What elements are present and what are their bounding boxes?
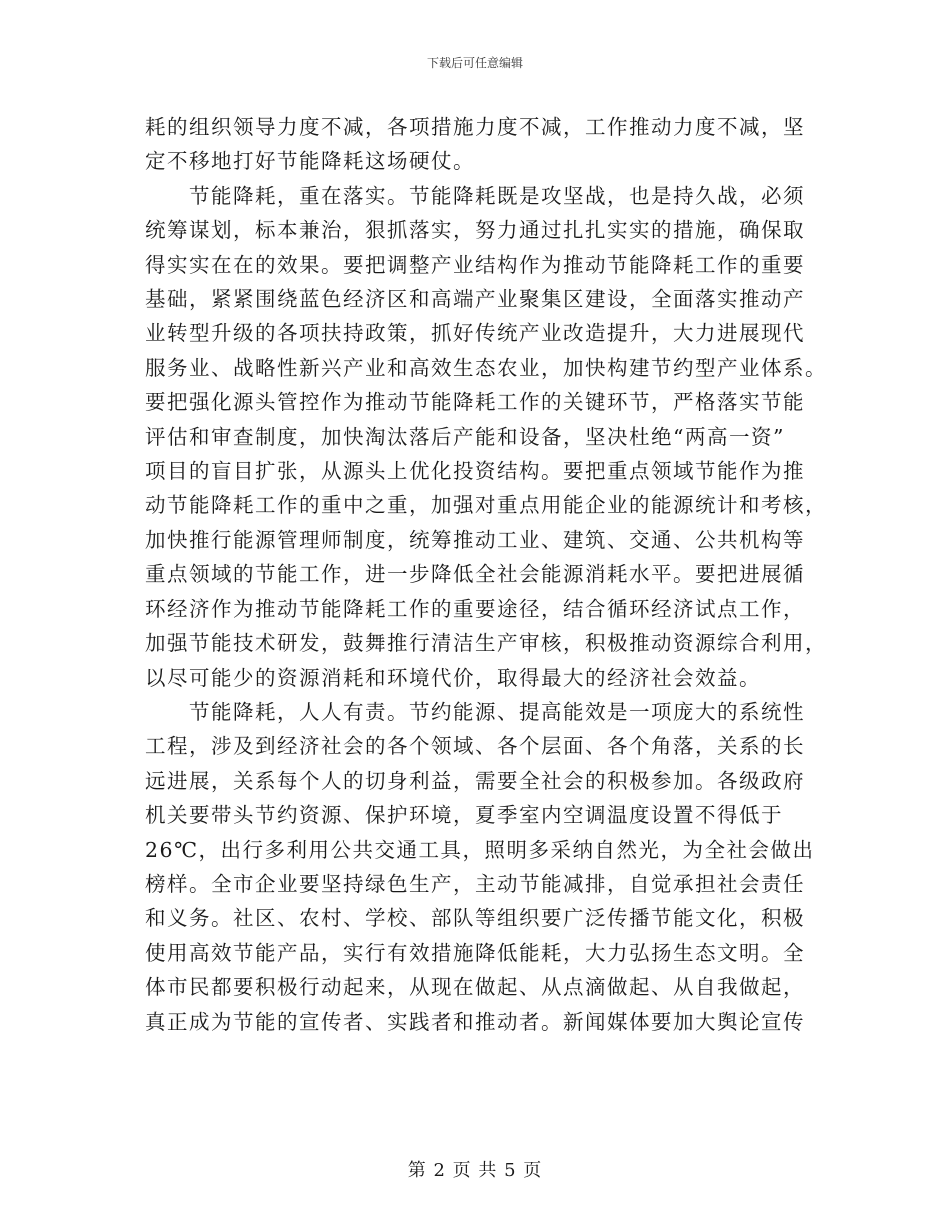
text-line: 得实实在在的效果。要把调整产业结构作为推动节能降耗工作的重要: [145, 252, 805, 277]
text-line: 节能降耗，人人有责。节约能源、提高能效是一项庞大的系统性: [145, 699, 805, 724]
document-body: [145, 110, 827, 1039]
text-line: 评估和审查制度，加快淘汰落后产能和设备，坚决杜绝“两高一资”: [145, 424, 785, 449]
text-line: 基础，紧紧围绕蓝色经济区和高端产业聚集区建设，全面落实推动产: [145, 287, 805, 312]
text-line: 和义务。社区、农村、学校、部队等组织要广泛传播节能文化，积极: [145, 906, 805, 931]
text-line: 榜样。全市企业要坚持绿色生产，主动节能减排，自觉承担社会责任: [145, 871, 805, 896]
text-line: 重点领域的节能工作，进一步降低全社会能源消耗水平。要把进展循: [145, 562, 805, 587]
text-line: 服务业、战略性新兴产业和高效生态农业，加快构建节约型产业体系。: [145, 355, 827, 380]
text-line: 机关要带头节约资源、保护环境，夏季室内空调温度设置不得低于: [145, 803, 783, 828]
text-line: 工程，涉及到经济社会的各个领域、各个层面、各个角落，关系的长: [145, 734, 805, 759]
text-line: 加快推行能源管理师制度，统筹推动工业、建筑、交通、公共机构等: [145, 527, 805, 552]
text-line: 耗的组织领导力度不减，各项措施力度不减，工作推动力度不减，坚: [145, 115, 805, 139]
page-number-footer: 第 2 页 共 5 页: [407, 1160, 543, 1181]
text-line: 业转型升级的各项扶持政策，抓好传统产业改造提升，大力进展现代: [145, 321, 805, 346]
text-line: 使用高效节能产品，实行有效措施降低能耗，大力弘扬生态文明。全: [145, 940, 805, 965]
text-line: 项目的盲目扩张，从源头上优化投资结构。要把重点领域节能作为推: [145, 459, 805, 484]
text-line: 真正成为节能的宣传者、实践者和推动者。新闻媒体要加大舆论宣传: [145, 1009, 805, 1034]
text-line: 动节能降耗工作的重中之重，加强对重点用能企业的能源统计和考核，: [145, 493, 827, 518]
text-line: 要把强化源头管控作为推动节能降耗工作的关键环节，严格落实节能: [145, 390, 805, 415]
text-line: 统筹谋划，标本兼治，狠抓落实，努力通过扎扎实实的措施，确保取: [145, 218, 805, 243]
text-line: 定不移地打好节能降耗这场硬仗。: [145, 149, 475, 174]
text-line: 体市民都要积极行动起来，从现在做起、从点滴做起、从自我做起，: [145, 975, 805, 1000]
text-line: 以尽可能少的资源消耗和环境代价，取得最大的经济社会效益。: [145, 665, 761, 690]
text-line: 远进展，关系每个人的切身利益，需要全社会的积极参加。各级政府: [145, 768, 805, 793]
text-line: 环经济作为推动节能降耗工作的重要途径，结合循环经济试点工作，: [145, 596, 805, 621]
text-line: 加强节能技术研发，鼓舞推行清洁生产审核，积极推动资源综合利用，: [145, 631, 827, 656]
page-header: 下载后可任意编辑: [426, 56, 523, 70]
text-line: 节能降耗，重在落实。节能降耗既是攻坚战，也是持久战，必须: [145, 183, 805, 208]
text-line: 26℃，出行多利用公共交通工具，照明多采纳自然光，为全社会做出: [145, 837, 815, 862]
